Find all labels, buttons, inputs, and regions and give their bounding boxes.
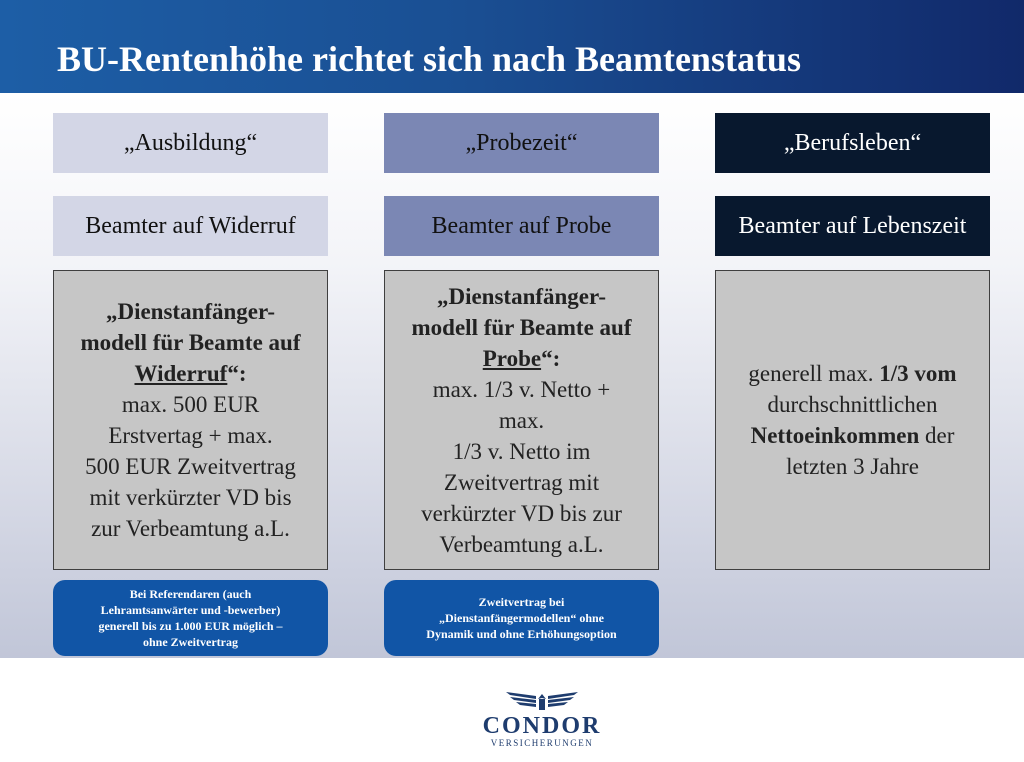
detail-line: Verbeamtung a.L. [439,531,604,557]
detail-heading-underlined: Probe [482,345,542,371]
condor-logo [462,690,622,750]
detail-heading-underlined: Widerruf [134,361,228,386]
detail-heading-rest: “: [227,361,247,386]
status-widerruf: Beamter auf Widerruf [53,196,328,256]
detail-line [751,420,955,451]
detail-heading-line [134,358,246,389]
detail-line: max. 1/3 v. Netto + [432,376,611,402]
logo-wordmark: CONDOR [482,713,602,739]
note-line: Zweitvertrag bei [478,595,565,609]
detail-line: Erstvertag + max. [108,423,273,448]
detail-line: max. 500 EUR [121,392,260,417]
condor-wings-icon [502,690,582,712]
detail-heading-line: „Dienstanfänger- [436,283,607,309]
detail-heading-line: modell für Beamte auf [80,330,301,355]
detail-text: der [919,423,955,448]
note-referendare [53,580,328,656]
detail-text-bold: 1/3 vom [879,361,957,386]
detail-line: 500 EUR Zweitvertrag [85,454,296,479]
detail-heading-line [483,343,561,374]
note-zweitvertrag [384,580,659,656]
detail-line: mit verkürzter VD bis [89,485,292,510]
detail-line: durchschnittlichen [767,392,938,417]
detail-line [748,358,956,389]
note-line: Bei Referendaren (auch [129,587,252,601]
logo-subtitle: VERSICHERUNGEN [490,738,594,748]
note-line: ohne Zweitvertrag [143,635,238,649]
detail-line: 1/3 v. Netto im [452,438,591,464]
detail-heading-line: modell für Beamte auf [411,314,632,340]
note-line: generell bis zu 1.000 EUR möglich – [98,619,283,633]
status-probe: Beamter auf Probe [384,196,659,256]
detail-text-bold: Nettoeinkommen [750,423,920,448]
note-line: Lehramtsanwärter und -bewerber) [100,603,281,617]
detail-heading-rest: “: [541,345,561,371]
slide-title: BU-Rentenhöhe richtet sich nach Beamtenstatus [57,39,801,79]
detail-text: generell max. [748,361,880,386]
note-line: Dynamik und ohne Erhöhungsoption [426,627,617,641]
detail-line: Zweitvertrag mit [443,469,600,495]
detail-line: letzten 3 Jahre [786,454,919,479]
title-bar [0,0,1024,93]
detail-line: max. [498,407,545,433]
note-line: „Dienstanfängermodellen“ ohne [439,611,604,625]
detail-heading-line: „Dienstanfänger- [105,299,276,324]
phase-probezeit: „Probezeit“ [384,113,659,173]
detail-line: verkürzter VD bis zur [421,500,622,526]
status-lebenszeit: Beamter auf Lebenszeit [715,196,990,256]
detail-box-lebenszeit [715,270,990,570]
detail-line: zur Verbeamtung a.L. [91,516,290,541]
phase-berufsleben: „Berufsleben“ [715,113,990,173]
detail-box-widerruf [53,270,328,570]
phase-ausbildung: „Ausbildung“ [53,113,328,173]
detail-box-probe [384,270,659,570]
